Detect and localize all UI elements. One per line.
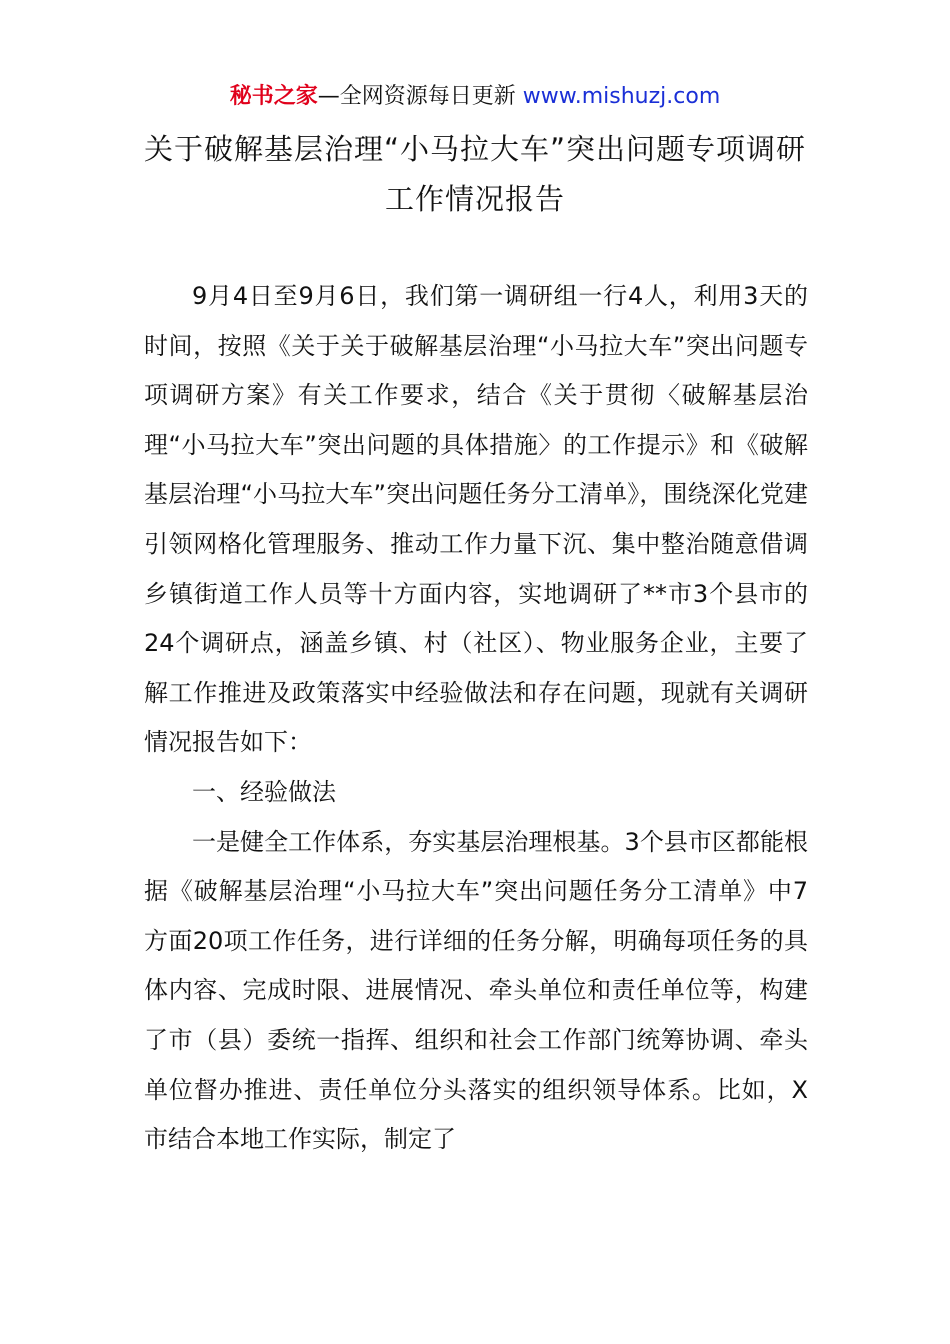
site-header [0,80,950,114]
paragraph-point-one: 一是健全工作体系，夯实基层治理根基。3个县市区都能根据《破解基层治理“小马拉大车”突出问题任务分工清单》中7方面20项工作任务，进行详细的任务分解，明确每项任务的具体内容、完成时限、进展情况、牵头单位和责任单位等，构建了市（县）委统一指挥、组织和社会工作部门统筹协调、牵头单位督办推进、责任单位分头落实的组织领导体系。比如，X市结合本地工作实际，制定了 [144,827,808,1154]
section-heading-experience: 一、经验做法 [192,777,336,806]
header-tagline: —全网资源每日更新 [317,84,523,109]
site-url-link[interactable]: www.mishuzj.com [522,84,721,109]
brand-name: 秘书之家 [229,84,318,109]
document-title: 关于破解基层治理“小马拉大车”突出问题专项调研工作情况报告 [143,132,807,216]
document-body [144,272,808,1165]
paragraph-intro: 9月4日至9月6日，我们第一调研组一行4人，利用3天的时间，按照《关于关于破解基层治理“小马拉大车”突出问题专项调研方案》有关工作要求，结合《关于贯彻〈破解基层治理“小马拉大车”突出问题的具体措施〉的工作提示》和《破解基层治理“小马拉大车”突出问题任务分工清单》，围绕深化党建引领网格化管理服务、推动工作力量下沉、集中整治随意借调乡镇街道工作人员等十方面内容，实地调研了**市3个县市的24个调研点，涵盖乡镇、村（社区）、物业服务企业，主要了解工作推进及政策落实中经验做法和存在问题，现就有关调研情况报告如下： [144,282,808,757]
